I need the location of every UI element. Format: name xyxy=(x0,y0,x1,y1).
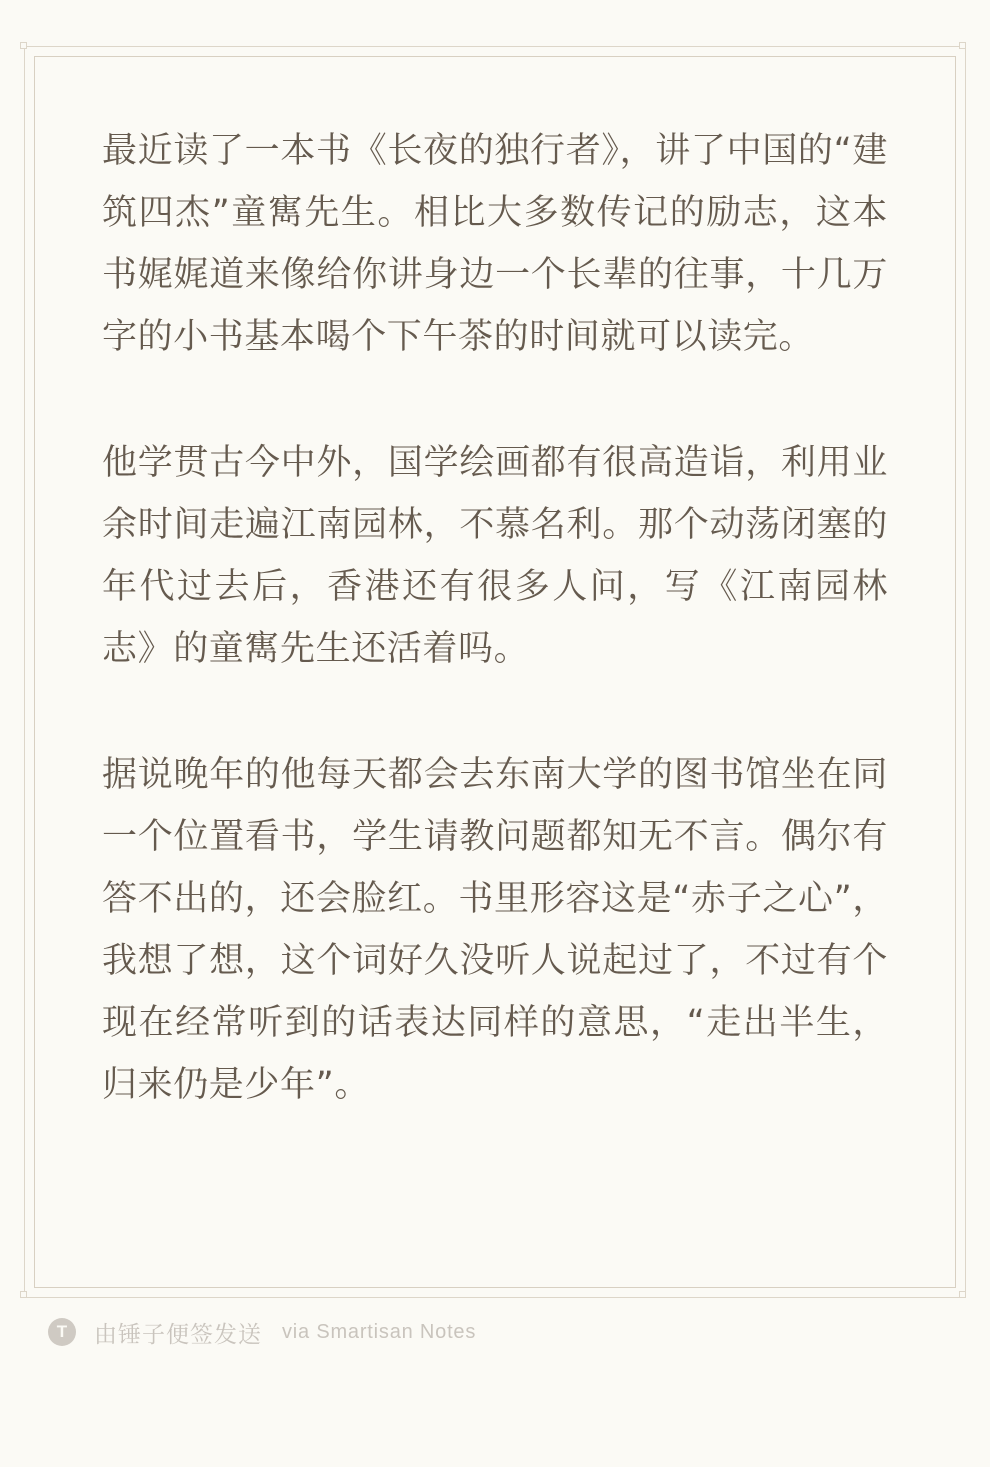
note-paragraph-1: 最近读了一本书《长夜的独行者》，讲了中国的“建筑四杰”童寯先生。相比大多数传记的励志，这本书娓娓道来像给你讲身边一个长辈的往事，十几万字的小书基本喝个下午茶的时间就可以读完。 xyxy=(102,131,888,357)
corner-ornament-bottom-left xyxy=(20,1291,27,1298)
share-footer xyxy=(48,1315,476,1349)
corner-ornament-top-left xyxy=(20,42,27,49)
sent-by-label: 由锤子便签发送 xyxy=(94,1321,262,1348)
via-app-label: via Smartisan Notes xyxy=(282,1320,477,1343)
note-body xyxy=(102,120,888,1116)
corner-ornament-bottom-right xyxy=(959,1291,966,1298)
note-paragraph-3: 据说晚年的他每天都会去东南大学的图书馆坐在同一个位置看书，学生请教问题都知无不言。偶尔有答不出的，还会脸红。书里形容这是“赤子之心”，我想了想，这个词好久没听人说起过了，不过有个现在经常听到的话表达同样的意思，“走出半生，归来仍是少年”。 xyxy=(102,755,888,1105)
corner-ornament-top-right xyxy=(959,42,966,49)
smartisan-t-icon: T xyxy=(48,1318,76,1346)
note-paragraph-2: 他学贯古今中外，国学绘画都有很高造诣，利用业余时间走遍江南园林，不慕名利。那个动荡闭塞的年代过去后，香港还有很多人问，写《江南园林志》的童寯先生还活着吗。 xyxy=(102,443,888,669)
